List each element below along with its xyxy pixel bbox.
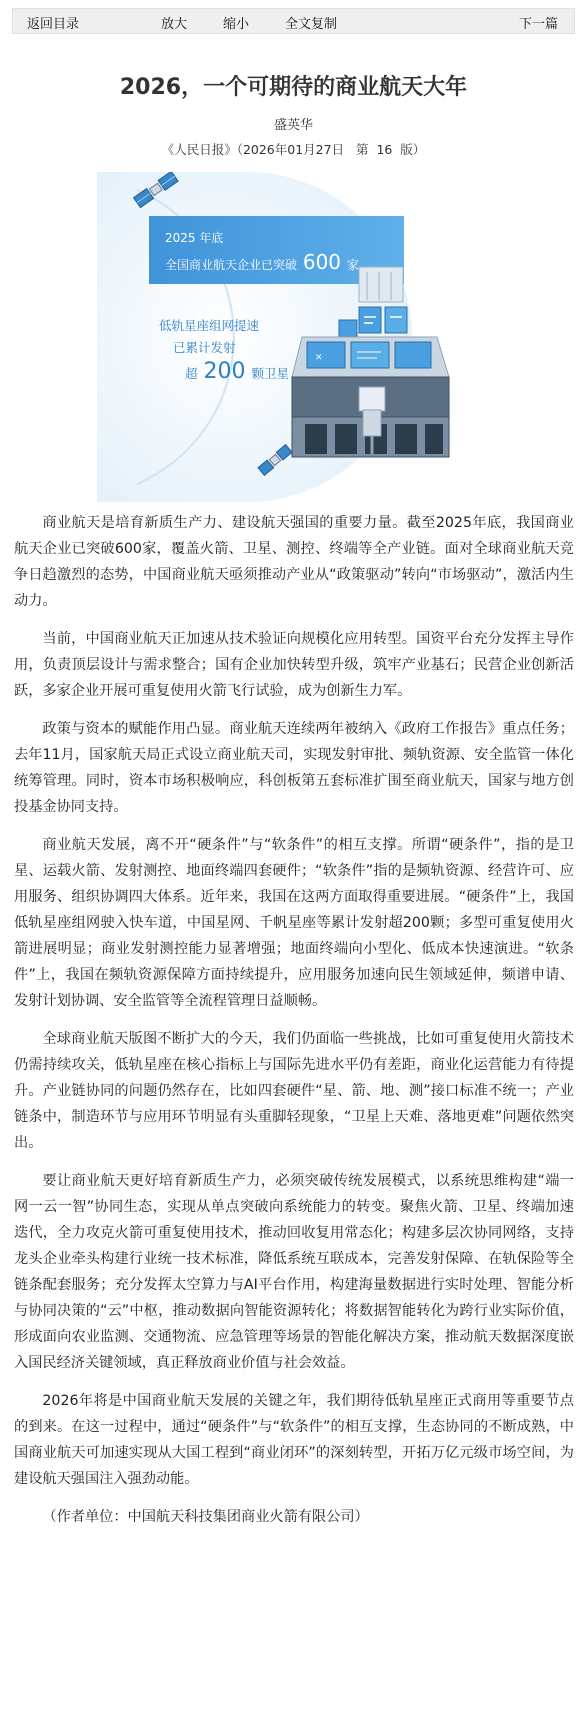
reader-toolbar — [12, 8, 575, 34]
article-source: 《人民日报》（2026年01月27日 第 16 版） — [161, 142, 426, 157]
article-body — [14, 510, 574, 1542]
paragraph-7: 2026年将是中国商业航天发展的关键之年，我们期待低轨星座正式商用等重要节点的到来。在这一过程中，通过“硬条件”与“软条件”的相互支撑，生态协同的不断成熟，中国商业航天可加速实现从大国工程到“商业闭环”的深刻转型，开拓万亿元级市场空间，为建设航天强国注入强劲动能。 — [14, 1393, 574, 1487]
paragraph-1: 商业航天是培育新质生产力、建设航天强国的重要力量。截至2025年底，我国商业航天企业已突破600家，覆盖火箭、卫星、测控、终端等全产业链。面对全球商业航天竞争日趋激烈的态势，中国商业航天亟须推动产业从“政策驱动”转向“市场驱动”，激活内生动力。 — [14, 515, 574, 609]
paragraph-5: 全球商业航天版图不断扩大的今天，我们仍面临一些挑战，比如可重复使用火箭技术仍需持续攻关，低轨星座在核心指标上与国际先进水平仍有差距，商业化运营能力有待提升。产业链协同的问题仍然存在，比如四套硬件“星、箭、地、测”接口标准不统一；产业链条中，制造环节与应用环节明显有头重脚轻现象，“卫星上天难、落地更难”问题依然突出。 — [14, 1031, 574, 1151]
back-to-contents-link[interactable]: 返回目录 — [27, 17, 80, 32]
copy-full-text-button[interactable]: 全文复制 — [285, 17, 338, 32]
author-affiliation: （作者单位：中国航天科技集团商业火箭有限公司） — [42, 1509, 369, 1525]
article-title: 2026，一个可期待的商业航天大年 — [119, 75, 468, 100]
band-number: 600 — [302, 250, 342, 274]
band-line2-prefix: 全国商业航天企业已突破 — [165, 258, 298, 272]
text2-line2: 已累计发射 — [173, 340, 236, 355]
paragraph-3: 政策与资本的赋能作用凸显。商业航天连续两年被纳入《政府工作报告》重点任务；去年11月，国家航天局正式设立商业航天司，实现发射审批、频轨资源、安全监管一体化统筹管理。同时，资本市场积极响应，科创板第五套标准扩围至商业航天，国家与地方创投基金协同支持。 — [14, 721, 574, 815]
article-author: 盛英华 — [273, 118, 313, 133]
paragraph-4: 商业航天发展，离不开“硬条件”与“软条件”的相互支撑。所谓“硬条件”，指的是卫星、运载火箭、发射测控、地面终端四套硬件；“软条件”指的是频轨资源、经营许可、应用服务、组织协调四大体系。近年来，我国在这两方面取得重要进展。“硬条件”上，我国低轨星座组网驶入快车道，中国星网、千帆星座等累计发射超200颗；多型可重复使用火箭进展明显；商业发射测控能力显著增强；地面终端向小型化、低成本快速演进。“软条件”上，我国在频轨资源保障方面持续提升，应用服务加速向民生领域延伸，频谱申请、发射计划协调、安全监管等全流程管理日益顺畅。 — [14, 837, 574, 1009]
band-suffix: 家 — [346, 258, 359, 272]
text2-prefix: 超 — [185, 366, 198, 381]
paragraph-2: 当前，中国商业航天正加速从技术验证向规模化应用转型。国资平台充分发挥主导作用，负责顶层设计与需求整合；国有企业加快转型升级，筑牢产业基石；民营企业创新活跃，多家企业开展可重复使用火箭飞行试验，成为创新生力军。 — [14, 631, 574, 699]
text2-line1: 低轨星座组网提速 — [159, 318, 260, 333]
text2-suffix: 颗卫星 — [251, 366, 289, 381]
illustration-svg — [97, 172, 459, 502]
text2-number: 200 — [203, 359, 246, 384]
band-line1: 2025 年底 — [165, 231, 224, 245]
zoom-in-button[interactable]: 放大 — [161, 17, 188, 32]
paragraph-6: 要让商业航天更好培育新质生产力，必须突破传统发展模式，以系统思维构建“端一网一云一智”协同生态，实现从单点突破向系统能力的转变。聚焦火箭、卫星、终端加速迭代，全力攻克火箭可重复使用技术，推动回收复用常态化；构建多层次协同网络，支持龙头企业牵头构建行业统一技术标准，降低系统互联成本，完善发射保障、在轨保险等全链条配套服务；充分发挥太空算力与AI平台作用，构建海量数据进行实时处理、智能分析与协同决策的“云”中枢，推动数据向智能资源转化；将数据智能转化为跨行业实际价值，形成面向农业监测、交通物流、应急管理等场景的智能化解决方案，推动航天数据深度嵌入国民经济关键领域，真正释放商业价值与社会效益。 — [14, 1173, 574, 1371]
zoom-out-button[interactable]: 缩小 — [223, 17, 250, 32]
article-illustration — [97, 172, 459, 502]
svg-text:✕: ✕ — [315, 353, 323, 363]
next-article-link[interactable]: 下一篇 — [518, 17, 558, 32]
